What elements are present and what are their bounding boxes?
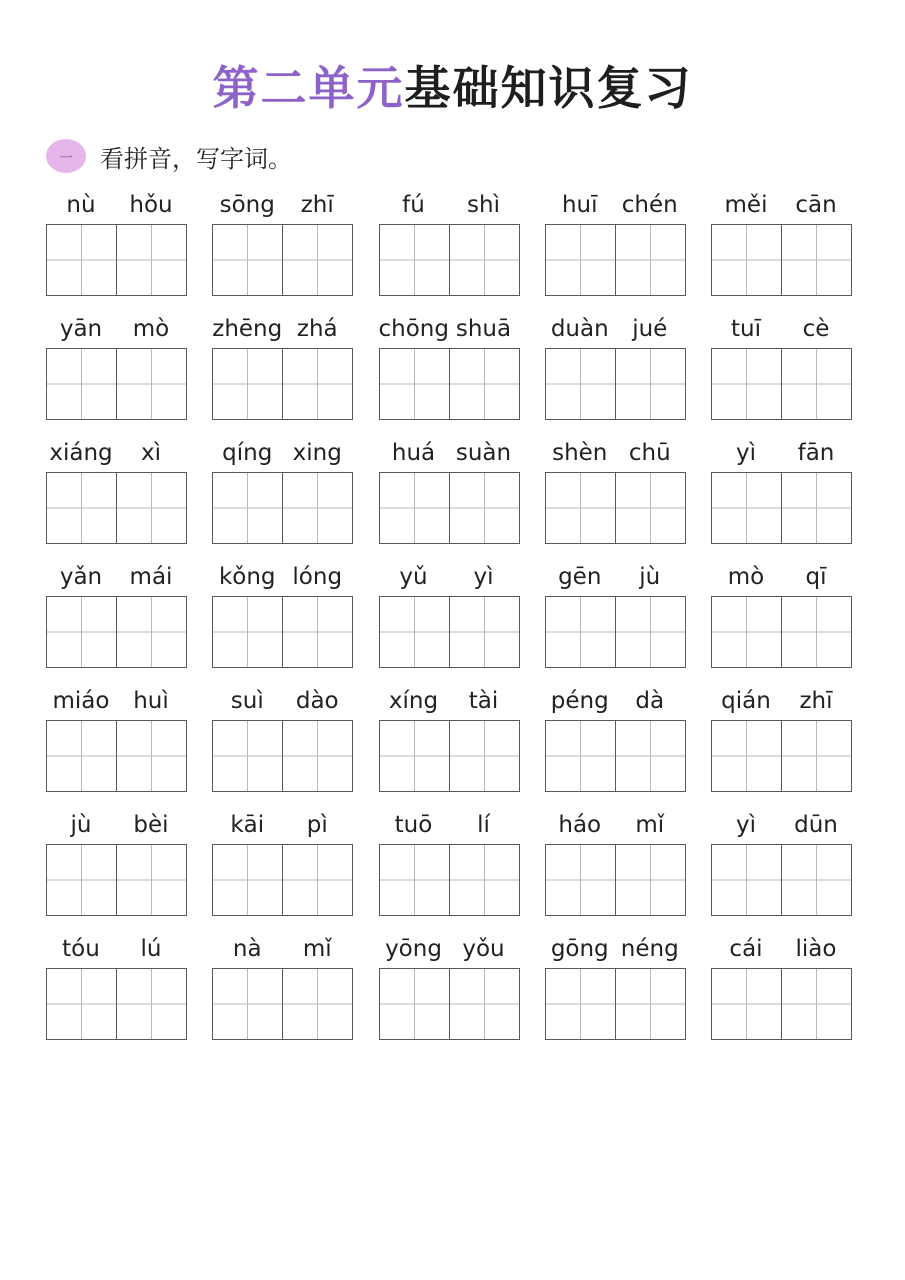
word-item [379, 312, 520, 420]
writing-cell[interactable] [116, 225, 186, 295]
pinyin-syllable: fān [797, 440, 835, 466]
pinyin-syllable: pì [306, 812, 328, 838]
writing-cell[interactable] [449, 225, 519, 295]
word-item [379, 188, 520, 296]
section-header [46, 138, 292, 174]
writing-boxes [379, 224, 520, 296]
writing-cell[interactable] [615, 969, 685, 1039]
pinyin-syllable: tuō [394, 812, 433, 838]
writing-cell[interactable] [116, 721, 186, 791]
writing-cell[interactable] [546, 969, 615, 1039]
writing-cell[interactable] [213, 845, 282, 915]
word-item [545, 188, 686, 296]
writing-cell[interactable] [615, 845, 685, 915]
pinyin-syllable: mái [129, 564, 173, 590]
writing-cell[interactable] [546, 597, 615, 667]
pinyin-syllable: lú [140, 936, 162, 962]
writing-boxes [46, 224, 187, 296]
word-item [711, 932, 852, 1040]
pinyin-syllable: shèn [552, 440, 608, 466]
pinyin-syllable: háo [558, 812, 602, 838]
word-item [545, 436, 686, 544]
pinyin-row [711, 436, 852, 470]
writing-cell[interactable] [380, 845, 449, 915]
writing-boxes [46, 720, 187, 792]
writing-boxes [379, 472, 520, 544]
word-item [379, 932, 520, 1040]
writing-boxes [379, 596, 520, 668]
pinyin-syllable: lí [477, 812, 490, 838]
pinyin-syllable: hǒu [129, 192, 173, 218]
pinyin-syllable: mǐ [302, 936, 332, 962]
pinyin-syllable: xing [292, 440, 342, 466]
pinyin-row [46, 808, 187, 842]
word-item [711, 312, 852, 420]
pinyin-syllable: yōng [385, 936, 442, 962]
writing-cell[interactable] [213, 969, 282, 1039]
pinyin-syllable: nà [232, 936, 262, 962]
pinyin-row [545, 932, 686, 966]
writing-boxes [46, 844, 187, 916]
pinyin-syllable: suì [230, 688, 264, 714]
pinyin-syllable: chōng [378, 316, 449, 342]
word-item [711, 436, 852, 544]
writing-cell[interactable] [781, 349, 851, 419]
pinyin-syllable: yǒu [462, 936, 505, 962]
writing-boxes [545, 224, 686, 296]
word-item [379, 560, 520, 668]
pinyin-row [379, 684, 520, 718]
pinyin-syllable: xiáng [49, 440, 113, 466]
word-item [379, 808, 520, 916]
pinyin-row [545, 808, 686, 842]
pinyin-syllable: tóu [62, 936, 100, 962]
writing-cell[interactable] [282, 845, 352, 915]
word-item [545, 312, 686, 420]
pinyin-row [545, 436, 686, 470]
word-item [545, 684, 686, 792]
title-text: 基础知识复习 [404, 61, 693, 115]
pinyin-row [545, 684, 686, 718]
page-title [0, 52, 905, 118]
writing-boxes [212, 472, 353, 544]
writing-cell[interactable] [712, 225, 781, 295]
pinyin-row [545, 560, 686, 594]
writing-boxes [545, 348, 686, 420]
pinyin-syllable: chén [621, 192, 678, 218]
pinyin-row [379, 560, 520, 594]
pinyin-syllable: cè [802, 316, 830, 342]
pinyin-syllable: mò [727, 564, 765, 590]
pinyin-syllable: zhī [799, 688, 833, 714]
section-number-badge: 一 [46, 139, 86, 173]
pinyin-row [46, 684, 187, 718]
pinyin-syllable: shuā [455, 316, 512, 342]
writing-cell[interactable] [47, 349, 116, 419]
word-item [46, 312, 187, 420]
writing-cell[interactable] [615, 473, 685, 543]
writing-boxes [212, 348, 353, 420]
writing-boxes [379, 348, 520, 420]
pinyin-syllable: yì [735, 440, 756, 466]
writing-cell[interactable] [47, 721, 116, 791]
word-item [711, 188, 852, 296]
writing-cell[interactable] [781, 969, 851, 1039]
word-item [711, 808, 852, 916]
writing-cell[interactable] [116, 845, 186, 915]
writing-cell[interactable] [116, 349, 186, 419]
pinyin-row [545, 312, 686, 346]
writing-cell[interactable] [712, 597, 781, 667]
writing-cell[interactable] [781, 845, 851, 915]
pinyin-syllable: měi [724, 192, 768, 218]
pinyin-row [545, 188, 686, 222]
pinyin-syllable: cān [795, 192, 837, 218]
pinyin-row [46, 188, 187, 222]
writing-cell[interactable] [712, 349, 781, 419]
writing-cell[interactable] [213, 597, 282, 667]
writing-boxes [711, 596, 852, 668]
writing-boxes [379, 720, 520, 792]
writing-cell[interactable] [213, 349, 282, 419]
writing-cell[interactable] [712, 845, 781, 915]
writing-cell[interactable] [282, 597, 352, 667]
writing-cell[interactable] [781, 721, 851, 791]
writing-cell[interactable] [282, 349, 352, 419]
writing-cell[interactable] [282, 969, 352, 1039]
pinyin-syllable: jù [639, 564, 661, 590]
pinyin-row [46, 932, 187, 966]
writing-cell[interactable] [712, 721, 781, 791]
pinyin-syllable: yān [59, 316, 103, 342]
pinyin-syllable: xíng [388, 688, 439, 714]
writing-cell[interactable] [282, 473, 352, 543]
pinyin-row [379, 188, 520, 222]
word-item [212, 684, 353, 792]
word-item [711, 684, 852, 792]
writing-cell[interactable] [781, 597, 851, 667]
writing-cell[interactable] [116, 473, 186, 543]
pinyin-syllable: qī [805, 564, 827, 590]
writing-cell[interactable] [449, 349, 519, 419]
writing-cell[interactable] [47, 845, 116, 915]
pinyin-row [711, 684, 852, 718]
section-instruction: 看拼音，写字词。 [100, 144, 292, 173]
pinyin-syllable: sōng [219, 192, 275, 218]
writing-cell[interactable] [213, 473, 282, 543]
writing-boxes [212, 720, 353, 792]
pinyin-syllable: dà [635, 688, 665, 714]
writing-cell[interactable] [380, 225, 449, 295]
writing-cell[interactable] [615, 225, 685, 295]
writing-cell[interactable] [615, 349, 685, 419]
writing-cell[interactable] [781, 473, 851, 543]
writing-cell[interactable] [213, 721, 282, 791]
writing-cell[interactable] [116, 969, 186, 1039]
word-item [212, 560, 353, 668]
writing-cell[interactable] [546, 845, 615, 915]
pinyin-syllable: huī [561, 192, 598, 218]
writing-boxes [711, 348, 852, 420]
writing-cell[interactable] [712, 969, 781, 1039]
writing-cell[interactable] [380, 349, 449, 419]
writing-cell[interactable] [380, 597, 449, 667]
pinyin-row [46, 312, 187, 346]
writing-boxes [212, 968, 353, 1040]
writing-cell[interactable] [712, 473, 781, 543]
writing-cell[interactable] [116, 597, 186, 667]
pinyin-syllable: liào [795, 936, 837, 962]
word-item [46, 932, 187, 1040]
pinyin-syllable: zhá [296, 316, 338, 342]
writing-cell[interactable] [546, 721, 615, 791]
pinyin-syllable: kǒng [218, 564, 276, 590]
pinyin-syllable: yì [735, 812, 756, 838]
pinyin-row [711, 560, 852, 594]
writing-boxes [711, 224, 852, 296]
pinyin-syllable: huá [391, 440, 436, 466]
pinyin-syllable: nù [66, 192, 96, 218]
pinyin-syllable: suàn [455, 440, 512, 466]
pinyin-row [212, 188, 353, 222]
writing-cell[interactable] [282, 721, 352, 791]
word-item [46, 560, 187, 668]
writing-cell[interactable] [380, 969, 449, 1039]
pinyin-syllable: yǔ [399, 564, 428, 590]
pinyin-row [711, 808, 852, 842]
pinyin-syllable: kāi [230, 812, 265, 838]
pinyin-syllable: huì [133, 688, 169, 714]
pinyin-syllable: gēn [558, 564, 602, 590]
word-item [212, 808, 353, 916]
writing-cell[interactable] [781, 225, 851, 295]
writing-cell[interactable] [449, 969, 519, 1039]
pinyin-syllable: yì [473, 564, 494, 590]
pinyin-row [46, 436, 187, 470]
pinyin-syllable: tuī [731, 316, 761, 342]
writing-cell[interactable] [380, 473, 449, 543]
pinyin-syllable: jué [632, 316, 668, 342]
pinyin-syllable: lóng [292, 564, 343, 590]
writing-cell[interactable] [546, 225, 615, 295]
pinyin-syllable: péng [550, 688, 609, 714]
writing-cell[interactable] [615, 597, 685, 667]
word-item [46, 188, 187, 296]
pinyin-row [379, 312, 520, 346]
writing-cell[interactable] [546, 349, 615, 419]
unit-label: 第二单元 [212, 61, 405, 115]
pinyin-row [711, 188, 852, 222]
pinyin-syllable: bèi [133, 812, 169, 838]
pinyin-syllable: zhēng [212, 316, 283, 342]
pinyin-syllable: chū [628, 440, 671, 466]
pinyin-syllable: dào [295, 688, 339, 714]
writing-cell[interactable] [282, 225, 352, 295]
pinyin-syllable: dūn [794, 812, 838, 838]
writing-cell[interactable] [213, 225, 282, 295]
pinyin-syllable: jù [70, 812, 92, 838]
writing-boxes [212, 596, 353, 668]
word-item [711, 560, 852, 668]
pinyin-syllable: mǐ [635, 812, 665, 838]
writing-cell[interactable] [449, 597, 519, 667]
writing-boxes [379, 844, 520, 916]
word-item [545, 560, 686, 668]
word-item [46, 436, 187, 544]
writing-cell[interactable] [47, 969, 116, 1039]
pinyin-row [212, 312, 353, 346]
word-item [46, 684, 187, 792]
word-item [212, 312, 353, 420]
writing-boxes [46, 596, 187, 668]
writing-cell[interactable] [47, 473, 116, 543]
writing-boxes [711, 968, 852, 1040]
pinyin-syllable: xì [140, 440, 161, 466]
writing-boxes [711, 720, 852, 792]
writing-cell[interactable] [449, 845, 519, 915]
writing-cell[interactable] [47, 597, 116, 667]
writing-boxes [212, 224, 353, 296]
pinyin-syllable: miáo [52, 688, 110, 714]
writing-boxes [212, 844, 353, 916]
writing-cell[interactable] [449, 721, 519, 791]
word-item [545, 808, 686, 916]
writing-boxes [545, 596, 686, 668]
writing-boxes [711, 844, 852, 916]
writing-boxes [379, 968, 520, 1040]
writing-cell[interactable] [380, 721, 449, 791]
writing-cell[interactable] [449, 473, 519, 543]
writing-boxes [46, 968, 187, 1040]
pinyin-syllable: néng [620, 936, 679, 962]
pinyin-row [212, 932, 353, 966]
writing-boxes [545, 720, 686, 792]
pinyin-row [379, 932, 520, 966]
writing-boxes [711, 472, 852, 544]
writing-boxes [545, 968, 686, 1040]
writing-boxes [545, 472, 686, 544]
pinyin-syllable: tài [468, 688, 499, 714]
pinyin-row [212, 436, 353, 470]
pinyin-row [379, 808, 520, 842]
pinyin-syllable: duàn [550, 316, 609, 342]
pinyin-syllable: fú [402, 192, 425, 218]
pinyin-row [46, 560, 187, 594]
pinyin-syllable: yǎn [59, 564, 103, 590]
pinyin-row [711, 932, 852, 966]
writing-cell[interactable] [47, 225, 116, 295]
pinyin-syllable: qíng [222, 440, 273, 466]
writing-cell[interactable] [546, 473, 615, 543]
pinyin-row [711, 312, 852, 346]
pinyin-row [212, 560, 353, 594]
writing-boxes [46, 348, 187, 420]
pinyin-syllable: mò [132, 316, 170, 342]
pinyin-row [212, 684, 353, 718]
writing-boxes [46, 472, 187, 544]
word-item [212, 436, 353, 544]
pinyin-row [212, 808, 353, 842]
pinyin-syllable: zhī [300, 192, 334, 218]
word-item [379, 684, 520, 792]
word-item [379, 436, 520, 544]
pinyin-row [379, 436, 520, 470]
pinyin-syllable: shì [467, 192, 500, 218]
word-item [212, 188, 353, 296]
pinyin-syllable: qián [721, 688, 771, 714]
pinyin-syllable: cái [729, 936, 763, 962]
writing-boxes [545, 844, 686, 916]
pinyin-syllable: gōng [550, 936, 609, 962]
word-item [545, 932, 686, 1040]
writing-cell[interactable] [615, 721, 685, 791]
word-item [46, 808, 187, 916]
pinyin-writing-grid [46, 188, 852, 1040]
word-item [212, 932, 353, 1040]
